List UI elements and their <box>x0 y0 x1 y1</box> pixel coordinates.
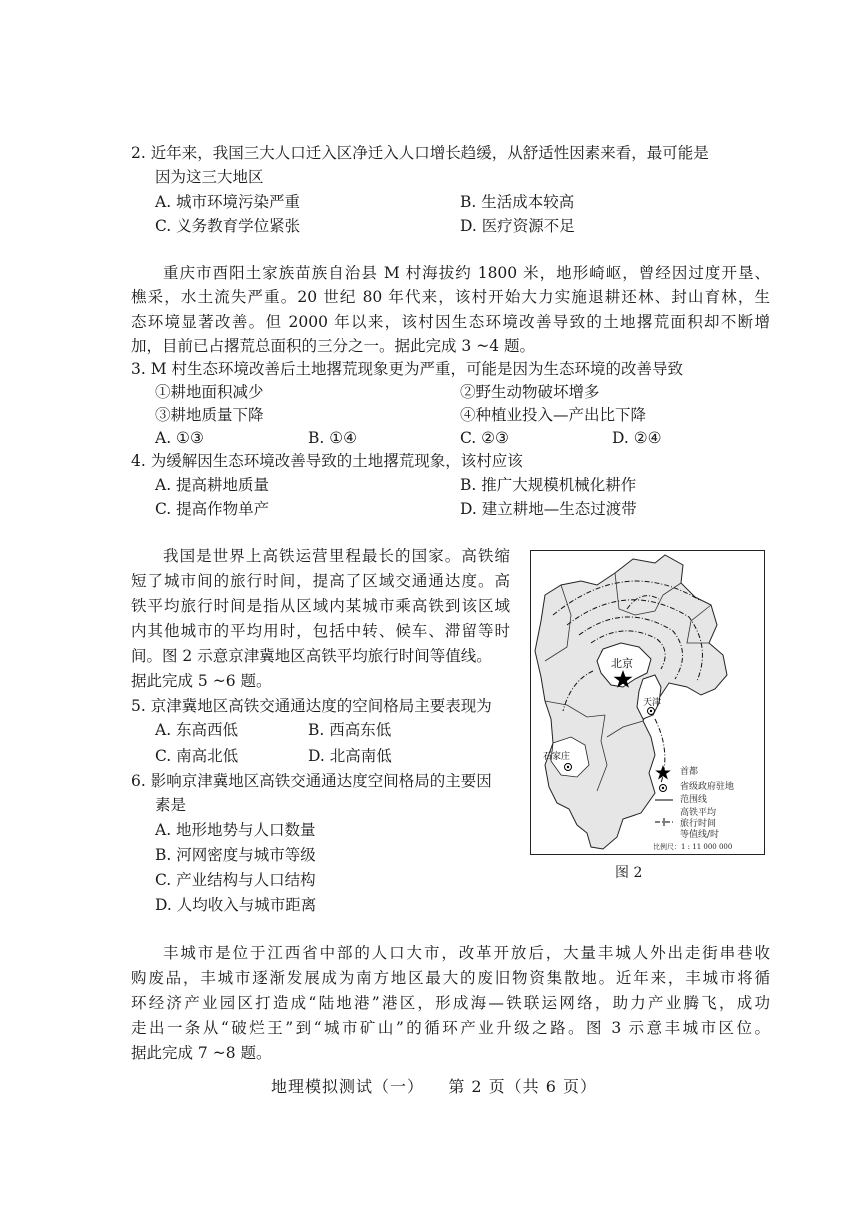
q4-option-a: A. 提高耕地质量 <box>155 476 270 494</box>
passage-78-line: 丰城市是位于江西省中部的人口大市，改革开放后，大量丰城人外出走街串巷收 <box>163 944 770 962</box>
passage-56-line: 铁平均旅行时间是指从区域内某城市乘高铁到该区域 <box>131 597 510 615</box>
q6-option-b: B. 河网密度与城市等级 <box>155 846 316 864</box>
q3-option-d: D. ②④ <box>612 429 662 447</box>
seat-marker-dot <box>567 766 569 768</box>
passage-78-line: 走出一条从“破烂王”到“城市矿山”的循环产业升级之路。图 3 示意丰城市区位。 <box>131 1019 770 1037</box>
q5-stem: 5. 京津冀地区高铁交通通达度的空间格局主要表现为 <box>131 697 492 715</box>
q4-option-c: C. 提高作物单产 <box>155 500 270 518</box>
map-scale: 比例尺：1 : 11 000 000 <box>653 843 733 851</box>
passage-56-line: 短了城市间的旅行时间，提高了区域交通通达度。高 <box>131 572 510 590</box>
q3-stem: 3. M 村生态环境改善后土地撂荒现象更为严重，可能是因为生态环境的改善导致 <box>131 360 684 378</box>
legend-seat-label: 省级政府驻地 <box>680 782 735 792</box>
figure-2-caption: 图 2 <box>615 865 643 881</box>
passage-78-line: 购废品，丰城市逐渐发展成为南方地区最大的废旧物资集散地。近年来，丰城市将循 <box>131 969 770 987</box>
q2-option-d: D. 医疗资源不足 <box>460 217 575 235</box>
q2-option-c: C. 义务教育学位紧张 <box>155 217 301 235</box>
passage-34-line: 加，目前已占撂荒总面积的三分之一。据此完成 3 ~4 题。 <box>131 337 535 355</box>
passage-56-line: 我国是世界上高铁运营里程最长的国家。高铁缩 <box>163 547 510 565</box>
legend-capital-label: 首都 <box>680 767 699 777</box>
q6-stem-line1: 6. 影响京津冀地区高铁交通通达度空间格局的主要因 <box>131 772 492 790</box>
passage-34-line: 态环境显著改善。但 2000 年以来，该村因生态环境改善导致的土地撂荒面积却不断增 <box>131 313 770 331</box>
q6-option-a: A. 地形地势与人口数量 <box>155 821 316 839</box>
passage-56-line: 内其他城市的平均用时，包括中转、候车、滞留等时 <box>131 622 510 640</box>
passage-56-line: 间。图 2 示意京津冀地区高铁平均旅行时间等值线。 <box>131 647 492 665</box>
q3-statement-1: ①耕地面积减少 <box>155 383 264 401</box>
q2-option-b: B. 生活成本较高 <box>460 193 575 211</box>
figure-2-map <box>530 550 765 855</box>
legend-isoline-label-2: 旅行时间 <box>680 819 717 829</box>
q4-stem: 4. 为缓解因生态环境改善导致的土地撂荒现象，该村应该 <box>131 452 523 470</box>
passage-34-line: 重庆市酉阳土家族苗族自治县 M 村海拔约 1800 米，地形崎岖，曾经因过度开垦、 <box>163 264 770 282</box>
legend-isoline-label-1: 高铁平均 <box>680 808 717 818</box>
q6-option-d: D. 人均收入与城市距离 <box>155 896 317 914</box>
seat-marker-dot <box>650 710 652 712</box>
q3-option-a: A. ①③ <box>155 429 204 447</box>
passage-34-line: 樵采，水土流失严重。20 世纪 80 年代来，该村开始大力实施退耕还林、封山育林，生 <box>131 288 770 306</box>
page-footer: 地理模拟测试（一） 第 2 页（共 6 页） <box>270 1077 598 1096</box>
city-label-beijing: 北京 <box>611 657 633 670</box>
city-label-tianjin: 天津 <box>643 698 662 708</box>
q5-option-a: A. 东高西低 <box>155 721 239 739</box>
q3-statement-3: ③耕地质量下降 <box>155 406 264 424</box>
legend-star-icon <box>655 765 671 780</box>
legend-isoline-label-3: 等值线/时 <box>680 830 720 840</box>
q3-statement-4: ④种植业投入—产出比下降 <box>460 406 647 424</box>
passage-56-line: 据此完成 5 ~6 题。 <box>131 672 272 690</box>
passage-78-line: 据此完成 7 ~8 题。 <box>131 1044 272 1062</box>
q2-option-a: A. 城市环境污染严重 <box>155 193 301 211</box>
q5-option-d: D. 北高南低 <box>308 747 392 765</box>
legend-boundary-label: 范围线 <box>680 795 708 805</box>
q6-stem-line2: 素是 <box>155 796 187 814</box>
q6-option-c: C. 产业结构与人口结构 <box>155 871 316 889</box>
city-label-shijiazhuang: 石家庄 <box>543 752 571 762</box>
q4-option-b: B. 推广大规模机械化耕作 <box>460 476 637 494</box>
q2-stem-line1: 2. 近年来，我国三大人口迁入区净迁入人口增长趋缓，从舒适性因素来看，最可能是 <box>131 144 709 162</box>
passage-78-line: 环经济产业园区打造成“陆地港”港区，形成海—铁联运网络，助力产业腾飞，成功 <box>131 994 770 1012</box>
legend-seat-dot <box>662 787 664 789</box>
q4-option-d: D. 建立耕地—生态过渡带 <box>460 500 637 518</box>
q5-option-b: B. 西高东低 <box>308 721 392 739</box>
q3-statement-2: ②野生动物破坏增多 <box>460 383 600 401</box>
q3-option-c: C. ②③ <box>460 429 509 447</box>
q3-option-b: B. ①④ <box>308 429 358 447</box>
q5-option-c: C. 南高北低 <box>155 747 239 765</box>
jingjinji-map <box>531 551 765 855</box>
q2-stem-line2: 因为这三大地区 <box>155 168 264 186</box>
